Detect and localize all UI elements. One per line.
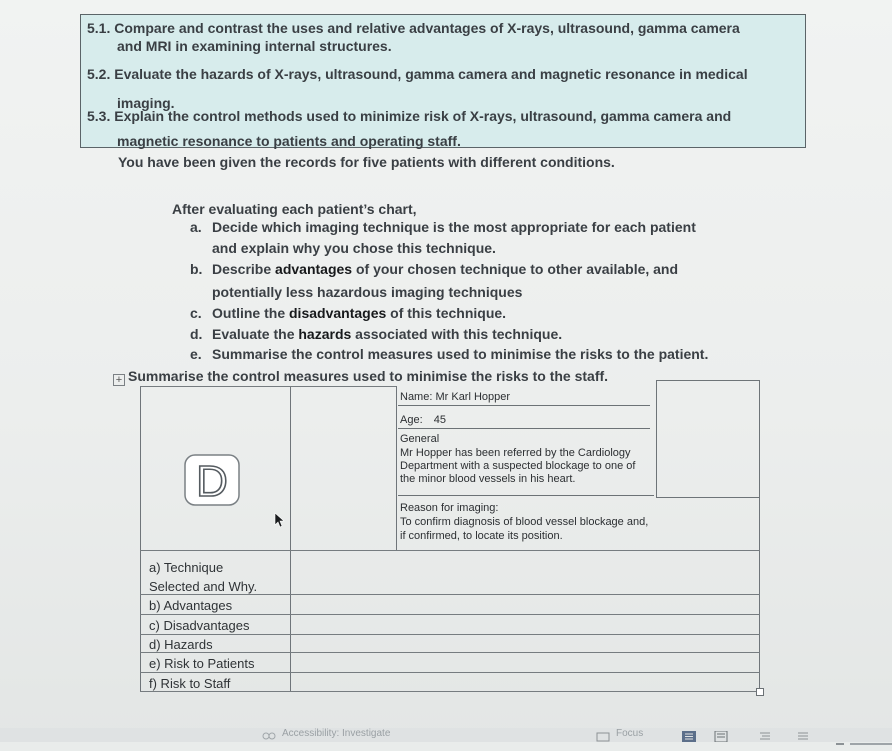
answer-cell-technique[interactable] [291,551,759,594]
objective-5-1 [87,20,740,37]
task-letter: d. [190,326,203,342]
task-letter: b. [190,261,203,277]
objective-number: 5.3. [87,108,111,124]
general-text-line: Mr Hopper has been referred by the Cardiology [400,447,631,459]
zoom-slider[interactable] [836,733,892,751]
table-move-handle[interactable]: + [113,374,125,386]
focus-icon[interactable] [596,729,610,747]
general-text-line: Department with a suspected blockage to one of [400,460,636,472]
reason-label: Reason for imaging: [400,502,499,514]
after-eval-text: After evaluating each patient’s chart, [172,201,417,217]
patient-d-logo [184,454,240,506]
task-text: Decide which imaging technique is the most appropriate for each patient [212,219,696,235]
row-label-technique: a) Technique [149,560,224,575]
intro-text: You have been given the records for five patients with different conditions. [118,154,615,170]
row-label-risk-staff: f) Risk to Staff [149,676,231,691]
age-value: 45 [433,414,446,426]
task-letter: a. [190,219,202,235]
age-label: Age: [400,414,423,426]
task-a-cont: and explain why you chose this technique. [212,240,496,256]
patient-name-field [400,391,510,403]
card-divider [398,428,650,429]
task-text-pre: Outline the [212,305,289,321]
row-label-advantages: b) Advantages [149,598,233,613]
objective-5-3-cont: magnetic resonance to patients and operating staff. [117,133,461,149]
answer-cell-risk-patients[interactable] [291,653,759,672]
task-letter: c. [190,305,202,321]
row-label-risk-patients: e) Risk to Patients [149,656,255,671]
task-f: Summarise the control measures used to minimise the risks to the staff. [128,368,609,384]
task-text [212,326,562,343]
table-resize-handle[interactable] [756,688,764,696]
accessibility-icon[interactable] [262,729,276,747]
objective-5-3 [87,108,731,125]
task-letter: e. [190,346,202,362]
web-layout-icon[interactable] [758,729,772,747]
objective-text: Compare and contrast the uses and relative advantages of X-rays, ultrasound, gamma camera [114,20,740,36]
table-border-top [140,386,396,387]
patient-age-field [400,414,446,426]
objective-5-2 [87,66,748,83]
objective-text: Explain the control methods used to minimize risk of X-rays, ultrasound, gamma camera and [114,108,732,124]
task-text-post: of this technique. [386,305,507,321]
reason-text-line: if confirmed, to locate its position. [400,530,563,542]
table-border-left [140,386,141,692]
task-text-pre: Describe [212,261,276,277]
card-divider [398,495,654,496]
print-layout-icon[interactable] [714,729,728,747]
focus-button[interactable]: Focus [616,728,644,739]
read-mode-icon[interactable] [682,729,696,747]
task-keyword: hazards [298,326,352,342]
objective-number: 5.1. [87,20,111,36]
name-value: Mr Karl Hopper [435,391,511,403]
objective-5-1-cont: and MRI in examining internal structures. [117,38,392,54]
task-text-post: associated with this technique. [351,326,563,342]
answer-cell-hazards[interactable] [291,635,759,652]
row-label-disadvantages: c) Disadvantages [149,618,250,633]
objective-text: Evaluate the hazards of X-rays, ultrasound, gamma camera and magnetic resonance in medical [114,66,748,82]
task-b-cont: potentially less hazardous imaging techniques [212,284,523,300]
answer-cell-disadvantages[interactable] [291,615,759,634]
logo-letter: D [196,457,228,506]
task-text-post: of your chosen technique to other available, and [352,261,679,277]
answer-cell-risk-staff[interactable] [291,673,759,691]
objective-5-2-cont: imaging. [117,95,175,111]
mouse-cursor-icon [274,512,286,533]
task-text: Summarise the control measures used to minimise the risks to the patient. [212,346,709,362]
objective-number: 5.2. [87,66,111,82]
task-keyword: disadvantages [289,305,387,321]
table-border-bottom [140,691,760,692]
general-text-line: the minor blood vessels in his heart. [400,473,576,485]
general-label: General [400,433,440,445]
outline-icon[interactable] [796,729,810,747]
name-label: Name: [400,391,433,403]
task-text-pre: Evaluate the [212,326,299,342]
row-label-hazards: d) Hazards [149,637,213,652]
answer-cell-advantages[interactable] [291,595,759,614]
table-border-right [759,498,760,692]
task-text [212,261,678,278]
card-divider [398,405,650,406]
accessibility-status[interactable]: Accessibility: Investigate [282,728,391,739]
row-label-selected: Selected and Why. [149,579,258,594]
reason-text-line: To confirm diagnosis of blood vessel blockage and, [400,516,649,528]
status-bar [0,728,892,742]
task-keyword: advantages [275,261,353,277]
patient-record-card [396,385,652,551]
task-text [212,305,506,322]
learning-objectives-box [80,14,806,148]
